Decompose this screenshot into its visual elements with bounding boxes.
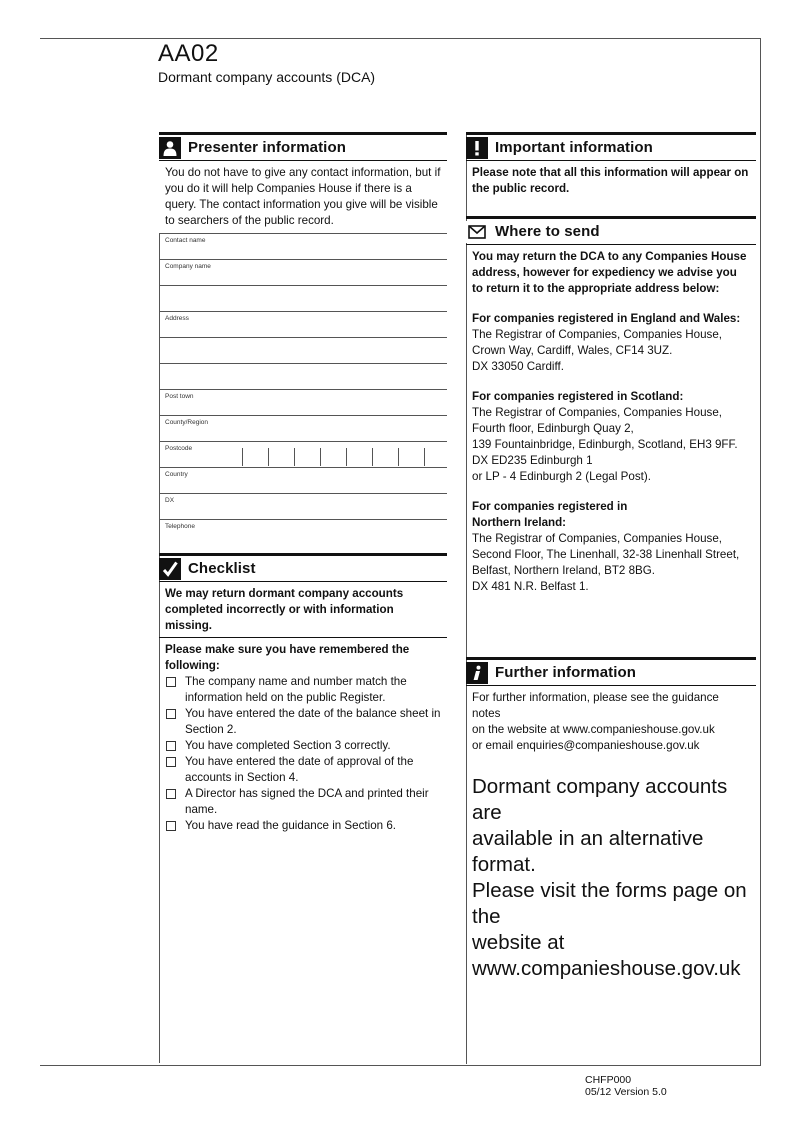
company-name-field[interactable] <box>159 260 447 286</box>
exclamation-icon <box>466 137 488 159</box>
top-rule <box>40 38 760 39</box>
checklist-item-text: The company name and number match the information held on the public Register. <box>185 675 407 704</box>
postcode-box-divider <box>346 448 347 466</box>
further-line: For further information, please see the guidance notes <box>472 691 719 720</box>
presenter-intro: You do not have to give any contact information, but if you do it will help Companies House if there is a query. The contact information you give will be visible to searchers of the public record. <box>159 160 447 233</box>
england-line: Crown Way, Cardiff, Wales, CF14 3UZ. <box>472 344 673 357</box>
checkbox-icon[interactable] <box>166 789 176 799</box>
checkbox-icon[interactable] <box>166 677 176 687</box>
county-label: County/Region <box>165 419 208 426</box>
important-text: Please note that all this information will appear on the public record. <box>472 166 749 195</box>
where-to-send-intro: You may return the DCA to any Companies House address, however for expediency we advise you to return it to the appropriate address below: <box>472 250 747 295</box>
alt-format-line: available in an alternative format. <box>472 827 704 876</box>
checklist-lead: Please make sure you have remembered the following: <box>165 643 410 672</box>
ni-heading: For companies registered in <box>472 500 628 513</box>
postcode-box-divider <box>294 448 295 466</box>
scotland-heading: For companies registered in Scotland: <box>472 390 684 403</box>
form-ref: CHFP000 <box>585 1074 632 1086</box>
address-label: Address <box>165 315 189 322</box>
address-field-3[interactable] <box>159 364 447 390</box>
checklist-item[interactable] <box>165 674 441 706</box>
postcode-box-divider <box>242 448 243 466</box>
postcode-box-divider <box>268 448 269 466</box>
county-field[interactable] <box>159 416 447 442</box>
checklist-item-text: A Director has signed the DCA and printed their name. <box>185 787 429 816</box>
info-icon <box>466 662 488 684</box>
scotland-line: Fourth floor, Edinburgh Quay 2, <box>472 422 634 435</box>
england-heading: For companies registered in England and Wales: <box>472 312 741 325</box>
checklist-item-text: You have read the guidance in Section 6. <box>185 819 396 832</box>
checklist-warning-box <box>159 581 447 637</box>
where-to-send-body <box>466 244 756 653</box>
right-rule <box>760 38 761 1066</box>
scotland-line: 139 Fountainbridge, Edinburgh, Scotland, EH3 9FF. <box>472 438 738 451</box>
person-icon <box>159 137 181 159</box>
important-title: Important information <box>495 139 653 156</box>
checkbox-icon[interactable] <box>166 821 176 831</box>
further-line: on the website at www.companieshouse.gov.uk <box>472 723 715 736</box>
checklist-item[interactable] <box>165 706 441 738</box>
checklist-items <box>165 674 441 834</box>
telephone-field[interactable] <box>159 520 447 545</box>
alt-format-line: website at <box>472 931 565 954</box>
footer <box>585 1074 667 1098</box>
checkbox-icon[interactable] <box>166 741 176 751</box>
postcode-box-divider <box>424 448 425 466</box>
country-field[interactable] <box>159 468 447 494</box>
ni-line: The Registrar of Companies, Companies House, <box>472 532 723 545</box>
alt-format-line: Please visit the forms page on the <box>472 879 747 928</box>
ni-line: DX 481 N.R. Belfast 1. <box>472 580 589 593</box>
checkbox-icon[interactable] <box>166 709 176 719</box>
left-column <box>159 132 447 840</box>
right-column <box>466 132 756 988</box>
checklist-item[interactable] <box>165 786 441 818</box>
checkbox-icon[interactable] <box>166 757 176 767</box>
presenter-header <box>159 132 447 160</box>
further-header <box>466 657 756 685</box>
alt-format-text <box>472 774 750 982</box>
form-version: 05/12 Version 5.0 <box>585 1086 667 1098</box>
scotland-line: or LP - 4 Edinburgh 2 (Legal Post). <box>472 470 651 483</box>
form-code: AA02 <box>158 40 219 67</box>
important-header <box>466 132 756 160</box>
checklist-header <box>159 553 447 581</box>
postcode-box-divider <box>398 448 399 466</box>
where-to-send-header <box>466 216 756 244</box>
checklist-item[interactable] <box>165 738 441 754</box>
important-box <box>466 160 756 211</box>
envelope-icon <box>466 221 488 243</box>
dx-field[interactable] <box>159 494 447 520</box>
bottom-rule <box>40 1065 760 1066</box>
further-line: or email enquiries@companieshouse.gov.uk <box>472 739 700 752</box>
company-name-label: Company name <box>165 263 211 270</box>
checklist-warning: We may return dormant company accounts completed incorrectly or with information missing. <box>165 587 404 632</box>
checklist-item-text: You have entered the date of the balance sheet in Section 2. <box>185 707 441 736</box>
postcode-box-divider <box>320 448 321 466</box>
checklist-title: Checklist <box>188 560 256 577</box>
telephone-label: Telephone <box>165 523 195 530</box>
ni-heading-2: Northern Ireland: <box>472 516 567 529</box>
post-town-label: Post town <box>165 393 194 400</box>
england-line: The Registrar of Companies, Companies House, <box>472 328 723 341</box>
postcode-label: Postcode <box>165 445 193 452</box>
further-body <box>466 685 756 988</box>
company-name-field-2[interactable] <box>159 286 447 312</box>
scotland-line: The Registrar of Companies, Companies House, <box>472 406 723 419</box>
checklist-item-text: You have completed Section 3 correctly. <box>185 739 391 752</box>
presenter-form <box>159 233 447 545</box>
england-line: DX 33050 Cardiff. <box>472 360 564 373</box>
checklist-item[interactable] <box>165 754 441 786</box>
contact-name-field[interactable] <box>159 234 447 260</box>
country-label: Country <box>165 471 188 478</box>
presenter-title: Presenter information <box>188 139 346 156</box>
address-field-2[interactable] <box>159 338 447 364</box>
checkmark-icon <box>159 558 181 580</box>
ni-line: Belfast, Northern Ireland, BT2 8BG. <box>472 564 656 577</box>
post-town-field[interactable] <box>159 390 447 416</box>
alt-format-line: Dormant company accounts are <box>472 775 728 824</box>
dx-label: DX <box>165 497 175 504</box>
contact-name-label: Contact name <box>165 237 206 244</box>
alt-format-url[interactable]: www.companieshouse.gov.uk <box>472 957 741 980</box>
checklist-body <box>159 637 447 840</box>
further-title: Further information <box>495 664 637 681</box>
scotland-line: DX ED235 Edinburgh 1 <box>472 454 593 467</box>
checklist-item[interactable] <box>165 818 441 834</box>
ni-line: Second Floor, The Linenhall, 32-38 Linenhall Street, <box>472 548 740 561</box>
where-to-send-title: Where to send <box>495 223 600 240</box>
postcode-box-divider <box>372 448 373 466</box>
checklist-item-text: You have entered the date of approval of the accounts in Section 4. <box>185 755 414 784</box>
address-field[interactable] <box>159 312 447 338</box>
postcode-field[interactable] <box>159 442 447 468</box>
form-title: Dormant company accounts (DCA) <box>158 69 376 85</box>
